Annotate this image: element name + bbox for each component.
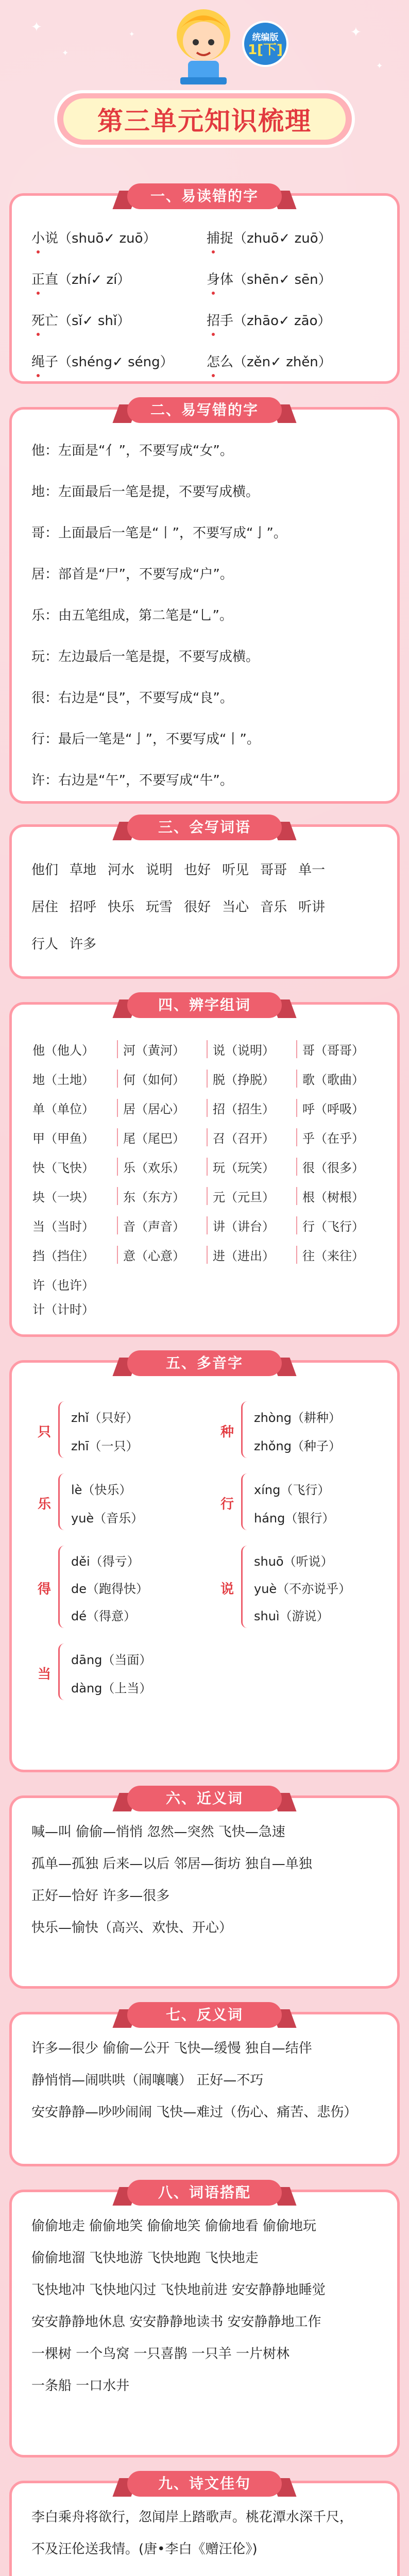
distinguish-item: 东（东方） (117, 1187, 207, 1205)
distinguish-item: 挡（挡住） (32, 1249, 94, 1263)
badge-bottom: 1[下] (248, 42, 283, 58)
s6-line: 快乐—愉快（高兴、欢快、开心） (31, 1920, 233, 1936)
word-item: 行人 (31, 936, 59, 952)
polyphonic-reading: dāng（当面） (71, 1652, 152, 1667)
distinguish-item: 召（召开） (207, 1128, 296, 1146)
polyphonic-reading: děi（得亏） (71, 1554, 140, 1569)
distinguish-item: 歌（歌曲） (296, 1070, 386, 1088)
polyphonic-char: 乐 (38, 1497, 52, 1512)
polyphonic-reading: shuō（听说） (254, 1554, 333, 1569)
distinguish-item: 尾（尾巴） (117, 1128, 207, 1146)
polyphonic-reading: de（跑得快） (71, 1582, 148, 1596)
highlighted-char: 怎 (207, 354, 220, 370)
brace-icon (241, 1401, 253, 1458)
page-title: 第三单元知识梳理 (97, 106, 312, 136)
distinguish-item: 河（黄河） (117, 1040, 207, 1058)
distinguish-item: 单（单位） (32, 1102, 94, 1116)
distinguish-item: 脱（挣脱） (207, 1070, 296, 1088)
brace-icon (58, 1473, 70, 1530)
miswrite-line: 行：最后一笔是“亅”，不要写成“丨”。 (31, 732, 260, 747)
distinguish-row (27, 1152, 386, 1181)
misread-item (31, 269, 207, 288)
distinguish-item: 他（他人） (32, 1043, 94, 1058)
misread-rest: 体（shēn✓ sēn） (220, 272, 332, 287)
word-row (31, 850, 382, 887)
polyphonic-reading: shuì（游说） (254, 1609, 329, 1624)
distinguish-item: 招（招生） (207, 1099, 296, 1117)
s7-line: 安安静静—吵吵闹闹 飞快—难过（伤心、痛苦、悲伤） (31, 2105, 357, 2120)
brace-icon (58, 1401, 70, 1458)
distinguish-item: 讲（讲台） (207, 1216, 296, 1234)
word-item: 听见 (222, 862, 249, 878)
word-item: 河水 (108, 862, 135, 878)
misread-rest: 手（zhāo✓ zāo） (220, 313, 331, 329)
distinguish-item: 往（来往） (296, 1246, 386, 1264)
brace-icon (241, 1546, 253, 1628)
miswrite-line: 乐：由五笔组成，第二笔是“乚”。 (31, 608, 233, 623)
distinguish-item: 何（如何） (117, 1070, 207, 1088)
s8-line: 一棵树 一个鸟窝 一只喜鹊 一只羊 一片树林 (31, 2346, 290, 2362)
highlighted-char: 捕 (207, 230, 220, 246)
section-easy-miswrite (9, 401, 400, 804)
s8-line: 一条船 一口水井 (31, 2378, 130, 2394)
distinguish-item: 地（土地） (32, 1073, 94, 1087)
section-polyphonic (9, 1354, 400, 1772)
s8-line: 偷偷地走 偷偷地笑 偷偷地笑 偷偷地看 偷偷地玩 (31, 2218, 317, 2234)
distinguish-row (27, 1240, 386, 1269)
title-banner (54, 90, 355, 148)
s6-line: 喊—叫 偷偷—悄悄 忽然—突然 飞快—急速 (31, 1824, 285, 1840)
polyphonic-reading: zhī（一只） (71, 1438, 139, 1453)
miswrite-line: 许：右边是“午”，不要写成“牛”。 (31, 773, 233, 788)
sparkle-icon: ✦ (376, 61, 383, 71)
misread-item (31, 228, 207, 247)
word-row (31, 924, 382, 961)
distinguish-row (27, 1211, 386, 1240)
section-title: 一、易读错的字 (150, 188, 259, 205)
s6-line: 孤单—孤独 后来—以后 邻居—街坊 独自—单独 (31, 1856, 312, 1872)
word-row (31, 887, 382, 924)
section-title: 八、词语搭配 (158, 2184, 251, 2201)
s8-line: 安安静静地休息 安安静静地读书 安安静静地工作 (31, 2314, 321, 2330)
polyphonic-reading: dàng（上当） (71, 1681, 152, 1696)
polyphonic-reading: yuè（不亦说乎） (254, 1582, 351, 1596)
distinguish-item: 呼（呼吸） (296, 1099, 386, 1117)
distinguish-item: 乐（欢乐） (117, 1158, 207, 1176)
word-item: 很好 (184, 899, 211, 915)
polyphonic-reading: yuè（音乐） (71, 1511, 144, 1526)
highlighted-char: 小 (31, 230, 45, 246)
distinguish-item: 乎（在乎） (296, 1128, 386, 1146)
polyphonic-char: 种 (220, 1425, 234, 1440)
distinguish-item: 哥（哥哥） (296, 1040, 386, 1058)
distinguish-item: 甲（甲鱼） (32, 1131, 94, 1146)
distinguish-row (27, 1123, 386, 1152)
sparkle-icon: ✦ (129, 30, 135, 39)
misread-row (31, 299, 382, 340)
highlighted-char: 绳 (31, 354, 45, 370)
miswrite-line: 地：左面最后一笔是提，不要写成横。 (31, 484, 260, 500)
polyphonic-reading: zhǒng（种子） (254, 1438, 341, 1453)
distinguish-item: 很（很多） (296, 1158, 386, 1176)
polyphonic-char: 行 (220, 1497, 234, 1512)
polyphonic-reading: háng（银行） (254, 1511, 335, 1526)
word-item: 哥哥 (260, 862, 287, 878)
word-item: 许多 (70, 936, 97, 952)
miswrite-line: 很：右边是“艮”，不要写成“良”。 (31, 690, 233, 706)
misread-rest: 么（zěn✓ zhěn） (220, 354, 332, 370)
edition-badge (242, 21, 288, 67)
section-poems (9, 2475, 400, 2576)
distinguish-item: 进（进出） (207, 1246, 296, 1264)
header (0, 0, 409, 170)
section-title: 六、近义词 (165, 1790, 243, 1807)
section-title: 二、易写错的字 (150, 401, 259, 418)
word-item: 当心 (222, 899, 249, 915)
word-item: 草地 (70, 862, 97, 878)
s9-line: 李白乘舟将欲行，忽闻岸上踏歌声。桃花潭水深千尺， (31, 2510, 353, 2525)
misread-rest: 亡（sǐ✓ shǐ） (45, 313, 131, 329)
word-item: 听讲 (298, 899, 326, 915)
misread-row (31, 216, 382, 258)
miswrite-line: 玩：左边最后一笔是提，不要写成横。 (31, 649, 260, 665)
distinguish-item: 根（树根） (296, 1187, 386, 1205)
sparkle-icon: ✦ (31, 20, 42, 35)
misread-item (207, 269, 382, 288)
polyphonic-char: 说 (220, 1582, 234, 1597)
section-easy-misread (9, 188, 400, 384)
misread-item (207, 351, 382, 370)
section-writing-words (9, 819, 400, 979)
distinguish-item: 居（居心） (117, 1099, 207, 1117)
highlighted-char: 招 (207, 313, 220, 329)
distinguish-row (27, 1269, 386, 1299)
misread-rest: 捉（zhuō✓ zuō） (220, 230, 332, 246)
badge-top: 统编版 (252, 32, 279, 43)
s9-line: 不及汪伦送我情。(唐•李白《赠汪伦》) (31, 2541, 258, 2557)
distinguish-row (27, 1093, 386, 1123)
distinguish-item: 元（元旦） (207, 1187, 296, 1205)
miswrite-line: 哥：上面最后一笔是“丨”，不要写成“亅”。 (31, 526, 287, 541)
distinguish-row (27, 1181, 386, 1211)
s8-line: 偷偷地溜 飞快地游 飞快地跑 飞快地走 (31, 2250, 259, 2266)
miswrite-line: 居：部首是“尸”，不要写成“户”。 (31, 567, 233, 582)
word-item: 居住 (31, 899, 59, 915)
polyphonic-reading: dé（得意） (71, 1609, 136, 1624)
distinguish-item: 音（声音） (117, 1216, 207, 1234)
s6-line: 正好—恰好 许多—很多 (31, 1888, 170, 1904)
brace-icon (241, 1473, 253, 1530)
misread-item (31, 351, 207, 370)
word-item: 也好 (184, 862, 211, 878)
word-item: 说明 (146, 862, 173, 878)
distinguish-row (27, 1035, 386, 1064)
sparkle-icon: ✦ (62, 48, 69, 58)
misread-rest: 子（shéng✓ séng） (45, 354, 174, 370)
distinguish-item: 许（也许） (32, 1278, 94, 1293)
s7-line: 静悄悄—闹哄哄（闹嚷嚷） 正好—不巧 (31, 2073, 264, 2088)
miswrite-line: 他：左面是“亻”，不要写成“女”。 (31, 443, 233, 459)
s8-line: 飞快地冲 飞快地闪过 飞快地前进 安安静静地睡觉 (31, 2282, 326, 2298)
word-item: 音乐 (260, 899, 287, 915)
misread-row (31, 258, 382, 299)
highlighted-char: 死 (31, 313, 45, 329)
word-item: 招呼 (70, 899, 97, 915)
s7-line: 许多—很少 偷偷—公开 飞快—缓慢 独自—结伴 (31, 2041, 312, 2056)
polyphonic-char: 只 (38, 1425, 52, 1440)
section-title: 七、反义词 (165, 2006, 243, 2023)
distinguish-item: 说（说明） (207, 1040, 296, 1058)
word-item: 他们 (31, 862, 59, 878)
mascot-icon (170, 5, 237, 93)
section-distinguish-words (9, 996, 400, 1337)
brace-icon (58, 1546, 70, 1628)
section-synonyms (9, 1790, 400, 1989)
distinguish-item: 玩（玩笑） (207, 1158, 296, 1176)
section-title: 五、多音字 (165, 1354, 243, 1371)
distinguish-item: 快（飞快） (32, 1161, 94, 1175)
brace-icon (58, 1643, 70, 1700)
word-item: 快乐 (108, 899, 135, 915)
misread-rest: 直（zhí✓ zí） (45, 272, 131, 287)
misread-item (31, 310, 207, 329)
misread-rest: 说（shuō✓ zuō） (45, 230, 157, 246)
polyphonic-reading: zhǐ（只好） (71, 1410, 139, 1425)
word-item: 单一 (298, 862, 326, 878)
distinguish-row (27, 1064, 386, 1093)
word-item: 玩雪 (146, 899, 173, 915)
distinguish-last-item: 计（计时） (32, 1302, 94, 1317)
highlighted-char: 身 (207, 272, 220, 287)
section-title: 九、诗文佳句 (158, 2475, 251, 2492)
polyphonic-reading: xíng（飞行） (254, 1482, 330, 1497)
misread-item (207, 310, 382, 329)
section-antonyms (9, 2006, 400, 2166)
polyphonic-reading: zhòng（耕种） (254, 1410, 341, 1425)
section-title: 三、会写词语 (158, 819, 251, 836)
section-title: 四、辨字组词 (158, 996, 251, 1013)
distinguish-item: 行（飞行） (296, 1216, 386, 1234)
misread-row (31, 340, 382, 381)
polyphonic-reading: lè（快乐） (71, 1482, 132, 1497)
misread-item (207, 228, 382, 247)
section-collocations (9, 2184, 400, 2458)
polyphonic-char: 当 (38, 1667, 52, 1682)
distinguish-item: 当（当时） (32, 1219, 94, 1234)
distinguish-item: 意（心意） (117, 1246, 207, 1264)
polyphonic-char: 得 (38, 1582, 52, 1597)
highlighted-char: 正 (31, 272, 45, 287)
distinguish-item: 块（一块） (32, 1190, 94, 1205)
sparkle-icon: ✦ (350, 25, 362, 40)
